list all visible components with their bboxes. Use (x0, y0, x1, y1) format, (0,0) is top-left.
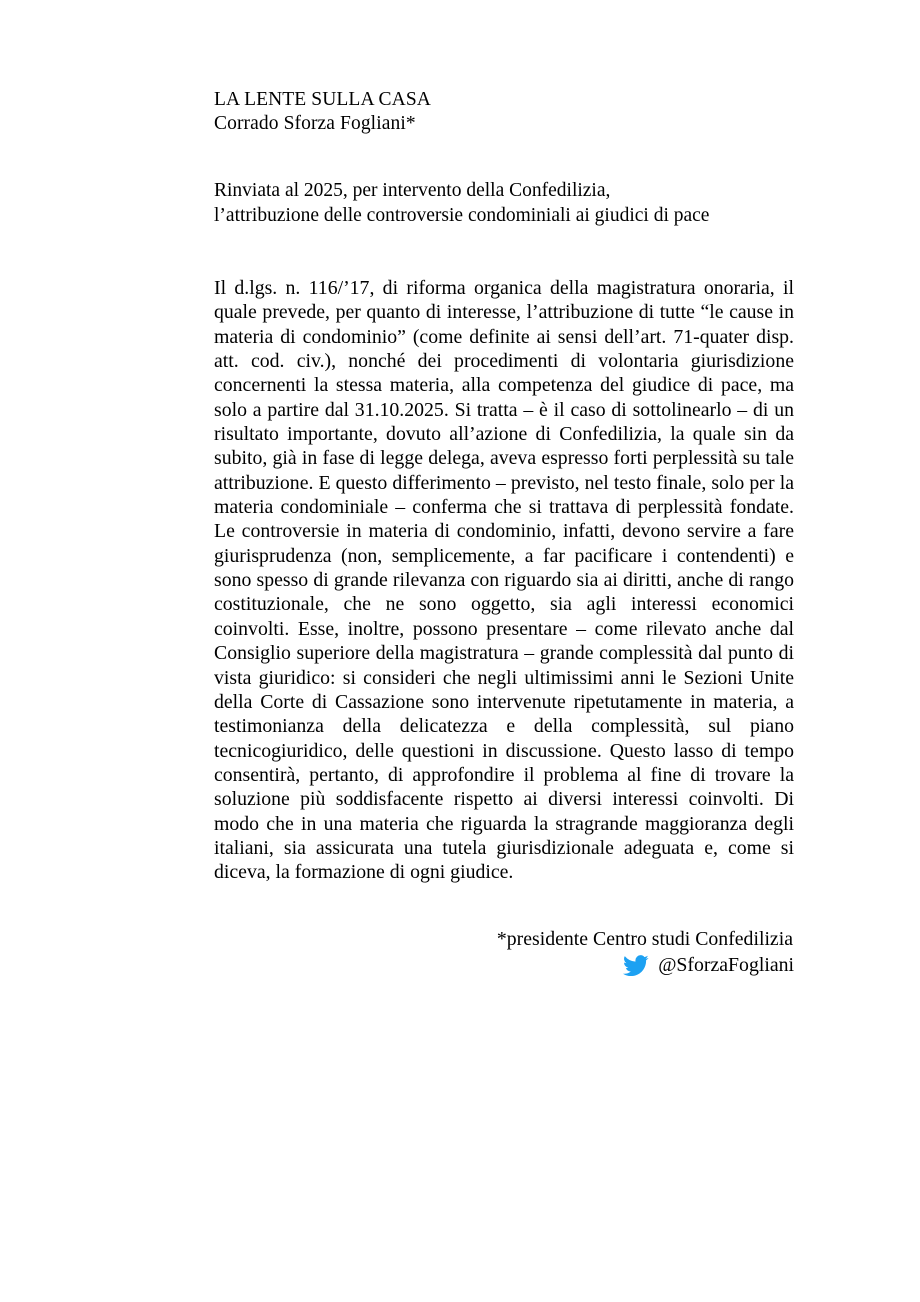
document-text-column (214, 88, 794, 978)
signature-block (214, 927, 794, 978)
author-byline: Corrado Sforza Fogliani* (214, 113, 416, 134)
article-subtitle (214, 179, 794, 228)
page-title: LA LENTE SULLA CASA (214, 89, 431, 110)
twitter-bird-icon (623, 955, 649, 977)
article-body-paragraph: Il d.lgs. n. 116/’17, di riforma organica della magistratura onoraria, il quale prevede, per quanto di interesse, l’attribuzione di tutte “le cause in materia di condominio” (come definite ai sensi dell’art. 71-quater disp. att. cod. civ.), nonché dei procedimenti di volontaria giurisdizione concernenti la stessa materia, alla competenza del giudice di pace, ma solo a partire dal 31.10.2025. Si tratta – è il caso di sottolinearlo – di un risultato importante, dovuto all’azione di Confedilizia, la quale sin da subito, già in fase di legge delega, aveva espresso forti perplessità su tale attribuzione. E questo differimento – previsto, nel testo finale, solo per la materia condominiale – conferma che si trattava di perplessità fondate. Le controversie in materia di condominio, infatti, devono servire a fare giurisprudenza (non, semplicemente, a far pacificare i contendenti) e sono spesso di grande rilevanza con riguardo sia ai diritti, anche di rango costituzionale, che ne sono oggetto, sia agli interessi economici coinvolti. Esse, inoltre, possono presentare – come rilevato anche dal Consiglio superiore della magistratura – grande complessità dal punto di vista giuridico: si consideri che negli ultimissimi anni le Sezioni Unite della Corte di Cassazione sono intervenute ripetutamente in materia, a testimonianza della delicatezza e della complessità, sul piano tecnicogiuridico, delle questioni in discussione. Questo lasso di tempo consentirà, pertanto, di approfondire il problema al fine di trovare la soluzione più soddisfacente rispetto ai diversi interessi coinvolti. Di modo che in una materia che riguarda la stragrande maggioranza degli italiani, sia assicurata una tutela giurisdizionale adeguata e, come si diceva, la formazione di ogni giudice. (214, 277, 794, 884)
author-role-footnote: *presidente Centro studi Confedilizia (496, 927, 793, 950)
twitter-handle: @SforzaFogliani (658, 953, 794, 976)
masthead (214, 88, 794, 136)
social-handle-row (214, 953, 794, 978)
article-subtitle-line-1: Rinviata al 2025, per intervento della Confedilizia, (214, 180, 611, 201)
article-subtitle-line-2: l’attribuzione delle controversie condominiali ai giudici di pace (214, 204, 710, 226)
